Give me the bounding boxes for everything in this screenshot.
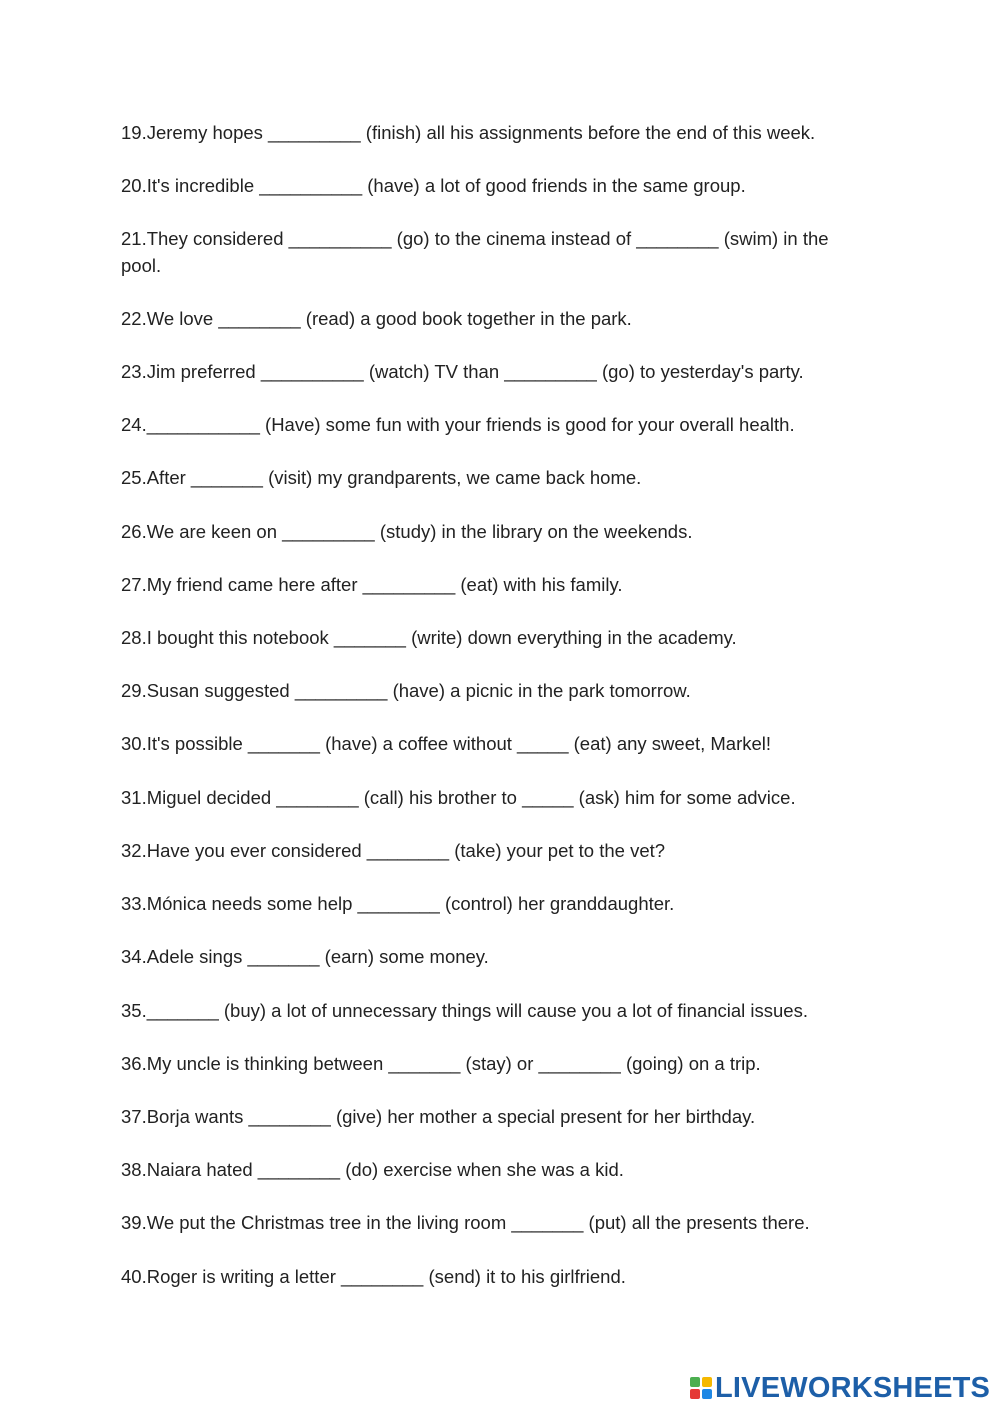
question-36: 36.My uncle is thinking between _______ (stay) or ________ (going) on a trip. [121,1053,761,1074]
logo-mark-icon [690,1377,712,1399]
question-23: 23.Jim preferred __________ (watch) TV than _________ (go) to yesterday's party. [121,361,804,382]
question-25: 25.After _______ (visit) my grandparents, we came back home. [121,467,642,488]
liveworksheets-logo [690,1372,990,1404]
question-40: 40.Roger is writing a letter ________ (send) it to his girlfriend. [121,1266,626,1287]
question-24: 24.___________ (Have) some fun with your friends is good for your overall health. [121,414,795,435]
question-32: 32.Have you ever considered ________ (take) your pet to the vet? [121,840,666,861]
question-30: 30.It's possible _______ (have) a coffee without _____ (eat) any sweet, Markel! [121,733,772,754]
question-35: 35._______ (buy) a lot of unnecessary things will cause you a lot of financial issues. [121,1000,808,1021]
question-21: 21.They considered __________ (go) to the cinema instead of ________ (swim) in the pool. [121,228,829,276]
question-33: 33.Mónica needs some help ________ (control) her granddaughter. [121,893,675,914]
logo-text: LIVEWORKSHEETS [715,1371,991,1404]
question-34: 34.Adele sings _______ (earn) some money. [121,946,489,967]
question-39: 39.We put the Christmas tree in the living room _______ (put) all the presents there. [121,1212,810,1233]
question-38: 38.Naiara hated ________ (do) exercise when she was a kid. [121,1159,624,1180]
question-26: 26.We are keen on _________ (study) in the library on the weekends. [121,521,693,542]
question-31: 31.Miguel decided ________ (call) his brother to _____ (ask) him for some advice. [121,787,796,808]
question-37: 37.Borja wants ________ (give) her mother a special present for her birthday. [121,1106,756,1127]
question-22: 22.We love ________ (read) a good book together in the park. [121,308,632,329]
question-29: 29.Susan suggested _________ (have) a picnic in the park tomorrow. [121,680,691,701]
question-20: 20.It's incredible __________ (have) a lot of good friends in the same group. [121,175,746,196]
question-19: 19.Jeremy hopes _________ (finish) all his assignments before the end of this week. [121,122,816,143]
question-27: 27.My friend came here after _________ (eat) with his family. [121,574,623,595]
question-28: 28.I bought this notebook _______ (write) down everything in the academy. [121,627,737,648]
